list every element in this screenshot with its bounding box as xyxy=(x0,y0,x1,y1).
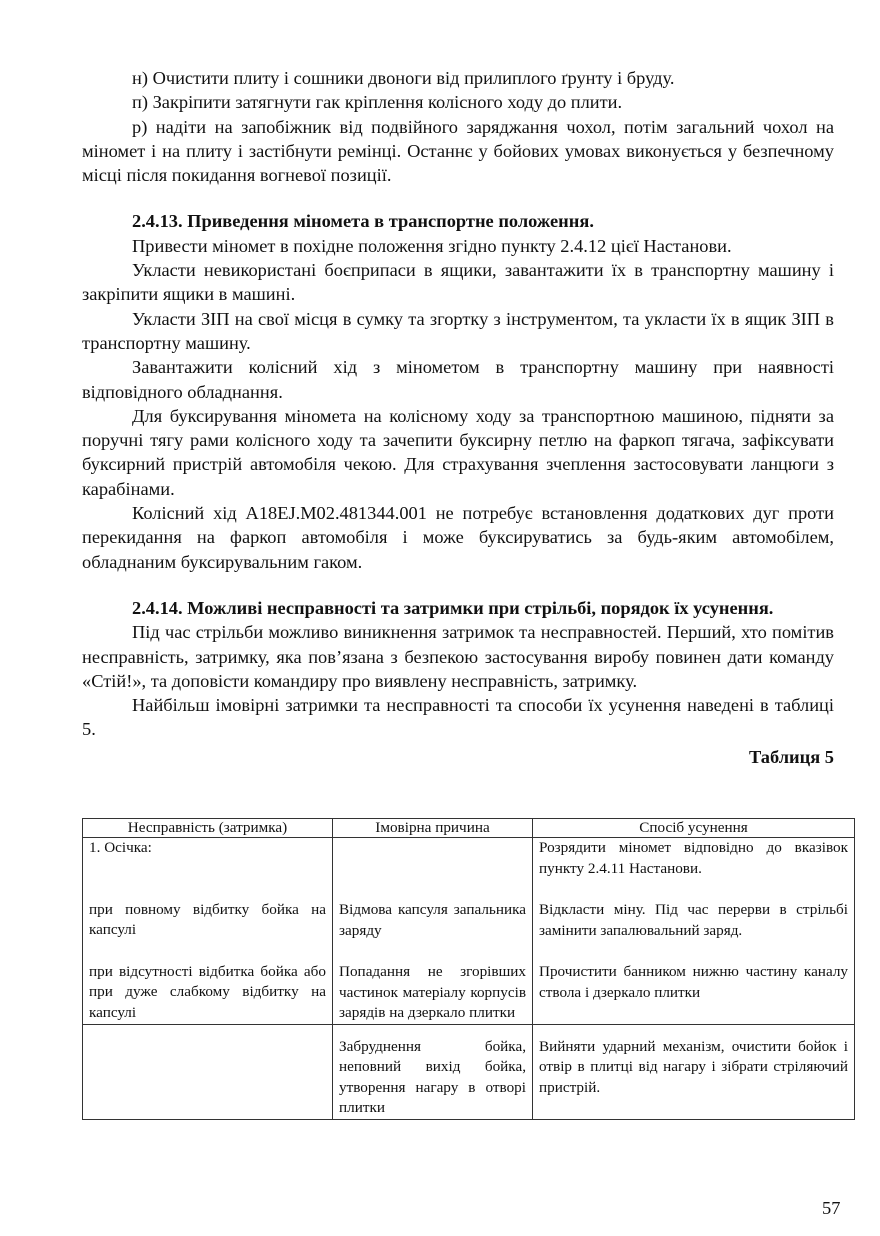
paragraph: Під час стрільби можливо виникнення затримок та несправностей. Перший, хто помітив несправність, затримку, яка пов’язана з безпекою застосування виробу повинен дати команду «Стій!», та доповісти командиру про виявлену несправність, затримку. xyxy=(82,622,834,691)
section-heading: 2.4.14. Можливі несправності та затримки при стрільбі, порядок їх усунення. xyxy=(132,597,774,618)
malfunctions-table xyxy=(82,818,855,1120)
table-row xyxy=(83,838,855,1025)
cell-text: Розрядити міномет відповідно до вказівок пункту 2.4.11 Настанови. xyxy=(539,839,848,877)
paragraph: Укласти невикористані боєприпаси в ящики, завантажити їх в транспортну машину і закріпити ящики в машині. xyxy=(82,260,834,305)
paragraph: н) Очистити плиту і сошники двоноги від прилиплого ґрунту і бруду. xyxy=(132,68,675,88)
paragraph: Для буксирування міномета на колісному ходу за транспортною машиною, підняти за поручні тягу рами колісного ходу та зачепити буксирну петлю на фаркоп тягача, зафіксувати буксирний пристрій автомобіля чекою. Для страхування зчеплення застосовувати ланцюги з карабінами. xyxy=(82,405,834,499)
table-header-row xyxy=(83,819,855,838)
document-body xyxy=(82,66,834,768)
cell-text: Вийняти ударний механізм, очистити бойок і отвір в плитці від нагару і зібрати стріляючий пристрій. xyxy=(539,1037,848,1096)
table-cell xyxy=(333,838,533,1025)
table-cell xyxy=(333,1024,533,1119)
column-header: Спосіб усунення xyxy=(533,819,855,838)
cell-text: Забруднення бойка, неповний вихід бойка, утворення нагару в отворі плитки xyxy=(339,1037,526,1116)
paragraph: р) надіти на запобіжник від подвійного заряджання чохол, потім загальний чохол на міномет і на плиту і застібнути ремінці. Останнє у бойових умовах виконується у безпечному місці після покидання вогневої позиції. xyxy=(82,116,834,186)
cell-text: Відмова капсуля запальника заряду xyxy=(339,901,526,939)
paragraph: п) Закріпити затягнути гак кріплення колісного ходу до плити. xyxy=(132,92,623,113)
cell-text: Прочистити банником нижню частину каналу ствола і дзеркало плитки xyxy=(539,963,848,1001)
table-cell xyxy=(83,1024,333,1119)
section-heading: 2.4.13. Приведення міномета в транспортне положення. xyxy=(132,211,594,232)
cell-text: при повному відбитку бойка на капсулі xyxy=(89,900,326,938)
paragraph: Завантажити колісний хід з мінометом в транспортну машину при наявності відповідного обладнання. xyxy=(82,357,834,402)
column-header: Імовірна причина xyxy=(333,819,533,838)
paragraph: Укласти ЗІП на свої місця в сумку та згортку з інструментом, та укласти їх в ящик ЗІП в транспортну машину. xyxy=(82,308,834,353)
cell-text: при відсутності відбитка бойка або при дуже слабкому відбитку на капсулі xyxy=(89,962,326,1021)
table-row xyxy=(83,1024,855,1119)
cell-text: 1. Осічка: xyxy=(89,839,152,856)
table-cell xyxy=(533,1024,855,1119)
paragraph: Привести міномет в похідне положення згідно пункту 2.4.12 цієї Настанови. xyxy=(132,235,732,256)
paragraph: Найбільш імовірні затримки та несправності та способи їх усунення наведені в таблиці 5. xyxy=(82,695,834,740)
column-header: Несправність (затримка) xyxy=(83,819,333,838)
table-caption: Таблиця 5 xyxy=(749,746,834,767)
cell-text: Попадання не згорівших частинок матеріалу корпусів зарядів на дзеркало плитки xyxy=(339,963,526,1021)
page-number: 57 xyxy=(822,1198,841,1218)
cell-text: Відкласти міну. Під час перерви в стрільбі замінити запалювальний заряд. xyxy=(539,901,848,939)
paragraph: Колісний хід А18ЕJ.М02.481344.001 не потребує встановлення додаткових дуг проти перекидання на фаркоп автомобіля і може буксируватись за будь-яким автомобілем, обладнаним буксирувальним гаком. xyxy=(82,503,834,572)
table-cell xyxy=(83,838,333,1025)
table-cell xyxy=(533,838,855,1025)
